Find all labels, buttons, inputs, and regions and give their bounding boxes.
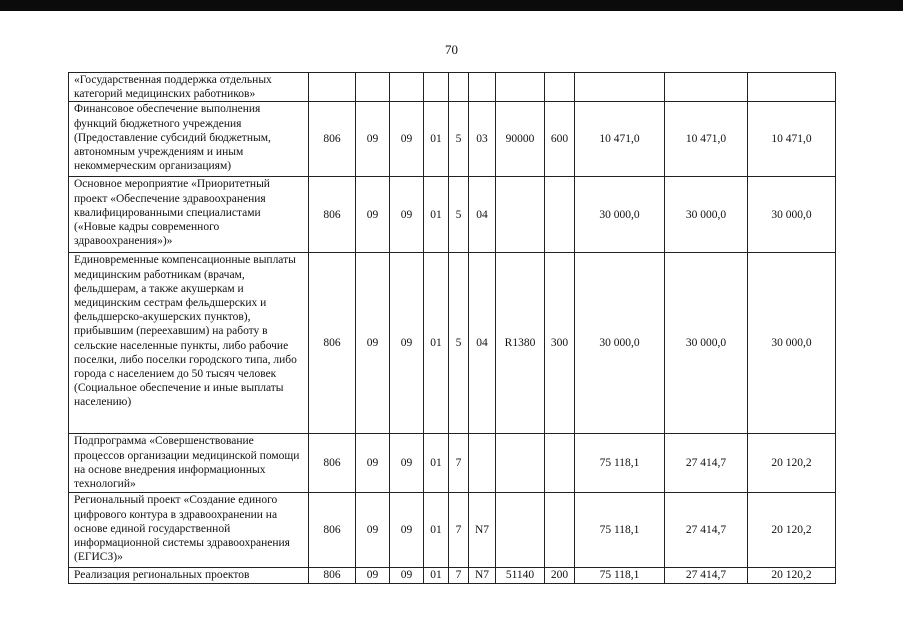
row-name-cell: Единовременные компенсационные выплаты медицинским работникам (врачам, фельдшерам, а также акушеркам и медицинским сестрам фельдшерских и фельдшерско-акушерских пунктов), прибывшим (переехавшим) на работу в сельские населенные пункты, либо рабочие поселки, либо поселки городского типа, либо города с населением до 50 тысяч человек (Социальное обеспечение и иные выплаты населению) xyxy=(69,253,309,434)
table-row xyxy=(69,568,836,583)
event-code-cell xyxy=(469,434,496,493)
expense-type-code-cell xyxy=(545,73,575,102)
amount-year-1-cell: 75 118,1 xyxy=(575,568,665,583)
section-code-cell: 09 xyxy=(356,253,390,434)
expense-type-code-cell: 300 xyxy=(545,253,575,434)
amount-year-1-cell: 30 000,0 xyxy=(575,253,665,434)
event-code-cell xyxy=(469,73,496,102)
amount-year-2-cell: 10 471,0 xyxy=(665,102,748,177)
subprogram-code-cell: 7 xyxy=(449,568,469,583)
row-name-cell: Основное мероприятие «Приоритетный проект «Обеспечение здравоохранения квалифицированными специалистами («Новые кадры современного здравоохранения»)» xyxy=(69,177,309,253)
program-code-cell xyxy=(424,73,449,102)
expense-code-cell xyxy=(496,73,545,102)
amount-year-2-cell: 30 000,0 xyxy=(665,177,748,253)
section-code-cell: 09 xyxy=(356,568,390,583)
table-row xyxy=(69,434,836,493)
amount-year-1-cell: 30 000,0 xyxy=(575,177,665,253)
program-code-cell: 01 xyxy=(424,102,449,177)
program-code-cell: 01 xyxy=(424,568,449,583)
row-name-cell: Региональный проект «Создание единого цифрового контура в здравоохранении на основе единой государственной информационной системы здравоохранения (ЕГИСЗ)» xyxy=(69,493,309,568)
subprogram-code-cell xyxy=(449,73,469,102)
expense-code-cell xyxy=(496,493,545,568)
section-code-cell: 09 xyxy=(356,177,390,253)
row-name-cell: Подпрограмма «Совершенствование процессов организации медицинской помощи на основе внедрения информационных технологий» xyxy=(69,434,309,493)
amount-year-2-cell: 27 414,7 xyxy=(665,434,748,493)
department-code-cell xyxy=(309,73,356,102)
program-code-cell: 01 xyxy=(424,434,449,493)
department-code-cell: 806 xyxy=(309,253,356,434)
expense-type-code-cell: 600 xyxy=(545,102,575,177)
expense-code-cell: 90000 xyxy=(496,102,545,177)
program-code-cell: 01 xyxy=(424,253,449,434)
amount-year-1-cell xyxy=(575,73,665,102)
department-code-cell: 806 xyxy=(309,493,356,568)
subsection-code-cell: 09 xyxy=(390,434,424,493)
amount-year-2-cell: 27 414,7 xyxy=(665,493,748,568)
department-code-cell: 806 xyxy=(309,102,356,177)
amount-year-3-cell: 20 120,2 xyxy=(748,568,836,583)
event-code-cell: 04 xyxy=(469,177,496,253)
subsection-code-cell: 09 xyxy=(390,568,424,583)
event-code-cell: 04 xyxy=(469,253,496,434)
table-row xyxy=(69,102,836,177)
section-code-cell: 09 xyxy=(356,493,390,568)
expense-type-code-cell xyxy=(545,434,575,493)
department-code-cell: 806 xyxy=(309,177,356,253)
amount-year-1-cell: 10 471,0 xyxy=(575,102,665,177)
subprogram-code-cell: 7 xyxy=(449,493,469,568)
expense-code-cell xyxy=(496,434,545,493)
subsection-code-cell: 09 xyxy=(390,177,424,253)
subprogram-code-cell: 5 xyxy=(449,253,469,434)
budget-table xyxy=(68,72,836,584)
amount-year-1-cell: 75 118,1 xyxy=(575,434,665,493)
program-code-cell: 01 xyxy=(424,177,449,253)
expense-type-code-cell xyxy=(545,493,575,568)
amount-year-3-cell: 30 000,0 xyxy=(748,253,836,434)
subsection-code-cell: 09 xyxy=(390,493,424,568)
subsection-code-cell xyxy=(390,73,424,102)
table-row xyxy=(69,493,836,568)
subprogram-code-cell: 5 xyxy=(449,177,469,253)
expense-code-cell: 51140 xyxy=(496,568,545,583)
amount-year-2-cell xyxy=(665,73,748,102)
program-code-cell: 01 xyxy=(424,493,449,568)
amount-year-3-cell: 20 120,2 xyxy=(748,493,836,568)
amount-year-3-cell: 10 471,0 xyxy=(748,102,836,177)
amount-year-3-cell xyxy=(748,73,836,102)
subsection-code-cell: 09 xyxy=(390,102,424,177)
amount-year-1-cell: 75 118,1 xyxy=(575,493,665,568)
expense-type-code-cell xyxy=(545,177,575,253)
department-code-cell: 806 xyxy=(309,568,356,583)
amount-year-2-cell: 27 414,7 xyxy=(665,568,748,583)
section-code-cell xyxy=(356,73,390,102)
row-name-cell: Финансовое обеспечение выполнения функций бюджетного учреждения (Предоставление субсидий бюджетным, автономным учреждениям и иным некоммерческим организациям) xyxy=(69,102,309,177)
subprogram-code-cell: 5 xyxy=(449,102,469,177)
event-code-cell: N7 xyxy=(469,568,496,583)
scan-top-border xyxy=(0,0,903,11)
amount-year-3-cell: 30 000,0 xyxy=(748,177,836,253)
table-row xyxy=(69,73,836,102)
section-code-cell: 09 xyxy=(356,434,390,493)
amount-year-2-cell: 30 000,0 xyxy=(665,253,748,434)
department-code-cell: 806 xyxy=(309,434,356,493)
row-name-cell: Реализация региональных проектов xyxy=(69,568,309,583)
event-code-cell: N7 xyxy=(469,493,496,568)
row-name-cell: «Государственная поддержка отдельных категорий медицинских работников» xyxy=(69,73,309,102)
expense-code-cell xyxy=(496,177,545,253)
expense-type-code-cell: 200 xyxy=(545,568,575,583)
expense-code-cell: R1380 xyxy=(496,253,545,434)
table-row xyxy=(69,253,836,434)
subsection-code-cell: 09 xyxy=(390,253,424,434)
section-code-cell: 09 xyxy=(356,102,390,177)
page-number: 70 xyxy=(445,42,458,57)
amount-year-3-cell: 20 120,2 xyxy=(748,434,836,493)
subprogram-code-cell: 7 xyxy=(449,434,469,493)
table-row xyxy=(69,177,836,253)
event-code-cell: 03 xyxy=(469,102,496,177)
